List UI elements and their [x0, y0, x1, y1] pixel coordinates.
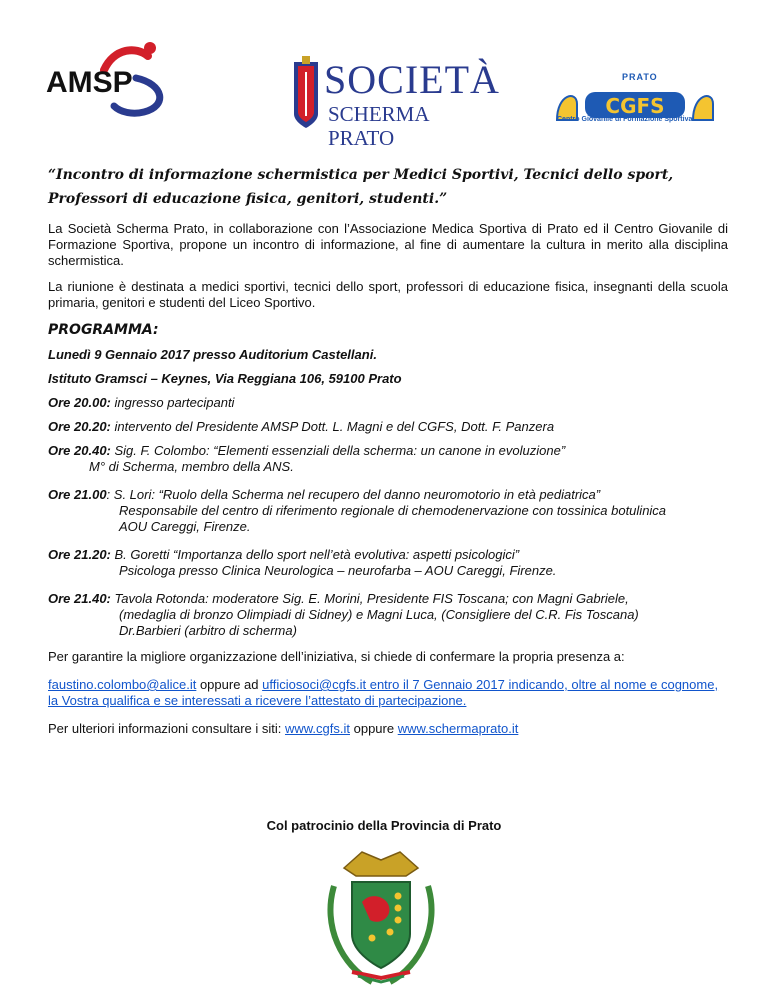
- cgfs-mark-text: CGFS: [605, 94, 665, 118]
- amsp-logo-text: AMSP: [46, 66, 133, 99]
- amsp-logo: [44, 40, 194, 120]
- schedule-detail: Psicologa presso Clinica Neurologica – neurofarba – AOU Careggi, Firenze.: [119, 563, 557, 578]
- schedule-text: : S. Lori: “Ruolo della Scherma nel recupero del danno neuromotorio in età pediatrica”: [106, 487, 601, 502]
- cgfs-logo: [555, 72, 715, 128]
- schedule-detail: Dr.Barbieri (arbitro di scherma): [119, 623, 297, 638]
- document-title-line-1: “Incontro di informazione schermistica per Medici Sportivi, Tecnici dello sport,: [48, 167, 674, 183]
- intro-paragraph: La Società Scherma Prato, in collaborazione con l’Associazione Medica Sportiva di Prato ed il Centro Giovanile di Formazione Sportiva, propone un incontro di informazione, al fine di aumentare la cultura in merito alla disciplina schermistica.: [48, 221, 728, 268]
- schedule-detail: AOU Careggi, Firenze.: [119, 519, 251, 534]
- schedule-time: Ore 21.00: [48, 487, 107, 502]
- info-paragraph: [48, 721, 728, 737]
- societa-subtitle: SCHERMA PRATO: [328, 102, 429, 150]
- site-link-cgfs[interactable]: www.cgfs.it: [284, 721, 350, 736]
- schedule-text: intervento del Presidente AMSP Dott. L. Magni e del CGFS, Dott. F. Panzera: [110, 419, 555, 434]
- contact-paragraph: [48, 677, 728, 709]
- contact-connector: oppure ad: [196, 677, 263, 692]
- patronage-line: Col patrocinio della Provincia di Prato: [266, 818, 502, 833]
- schedule-time: Ore 21.20:: [48, 547, 111, 562]
- schedule-detail: (medaglia di bronzo Olimpiadi di Sidney) e Magni Luca, (Consigliere del C.R. Fis Toscana): [119, 607, 639, 622]
- societa-title: SOCIETÀ: [324, 57, 500, 102]
- info-connector: oppure: [350, 721, 398, 736]
- cgfs-caption: Centro Giovanile di Formazione Sportiva: [557, 116, 693, 123]
- schedule-time: Ore 20.40:: [48, 443, 111, 458]
- programma-heading: PROGRAMMA:: [48, 322, 159, 338]
- shield-icon: [288, 56, 324, 132]
- document-body: [48, 163, 728, 737]
- schedule-text: Sig. F. Colombo: “Elementi essenziali della scherma: un canone in evoluzione”: [110, 443, 566, 458]
- schedule-list: [48, 395, 728, 639]
- schedule-detail: Responsabile del centro di riferimento regionale di chemodenervazione con tossinica botulinica: [119, 503, 667, 518]
- confirm-paragraph: Per garantire la migliore organizzazione dell’iniziativa, si chiede di confermare la propria presenza a:: [48, 649, 625, 664]
- schedule-item: [48, 547, 728, 579]
- schedule-detail: M° di Scherma, membro della ANS.: [89, 459, 294, 474]
- site-link-schermaprato[interactable]: www.schermaprato.it: [397, 721, 519, 736]
- cgfs-prato-label: PRATO: [622, 72, 658, 82]
- schedule-item: [48, 443, 728, 475]
- email-link-ufficiosoci[interactable]: ufficiosoci@cgfs.it entro il 7 Gennaio 2017 indicando, oltre al nome e cognome, la Vostra qualifica e se interessati a ricevere l’attestato di partecipazione.: [48, 677, 719, 708]
- schedule-text: B. Goretti “Importanza dello sport nell’età evolutiva: aspetti psicologici”: [110, 547, 520, 562]
- schedule-item: [48, 591, 728, 639]
- schedule-item: [48, 395, 728, 411]
- schedule-text: Tavola Rotonda: moderatore Sig. E. Morini, Presidente FIS Toscana; con Magni Gabriele,: [110, 591, 629, 606]
- document-title-line-2: Professori di educazione fisica, genitori, studenti.”: [48, 191, 448, 207]
- info-prefix: Per ulteriori informazioni consultare i siti:: [48, 721, 285, 736]
- schedule-time: Ore 20.00:: [48, 395, 111, 410]
- schedule-item: [48, 419, 728, 435]
- provincia-prato-crest-icon: [322, 846, 440, 986]
- schedule-item: [48, 487, 728, 535]
- schedule-time: Ore 21.40:: [48, 591, 111, 606]
- societa-scherma-prato-logo: [288, 56, 500, 150]
- schedule-text: ingresso partecipanti: [110, 395, 235, 410]
- email-link-colombo[interactable]: faustino.colombo@alice.it: [48, 677, 197, 692]
- date-line: Lunedì 9 Gennaio 2017 presso Auditorium Castellani.: [48, 347, 377, 362]
- schedule-time: Ore 20.20:: [48, 419, 111, 434]
- venue-line: Istituto Gramsci – Keynes, Via Reggiana 106, 59100 Prato: [48, 371, 402, 386]
- audience-paragraph: La riunione è destinata a medici sportivi, tecnici dello sport, professori di educazione fisica, insegnanti della scuola primaria, genitori e studenti del Liceo Sportivo.: [48, 279, 728, 310]
